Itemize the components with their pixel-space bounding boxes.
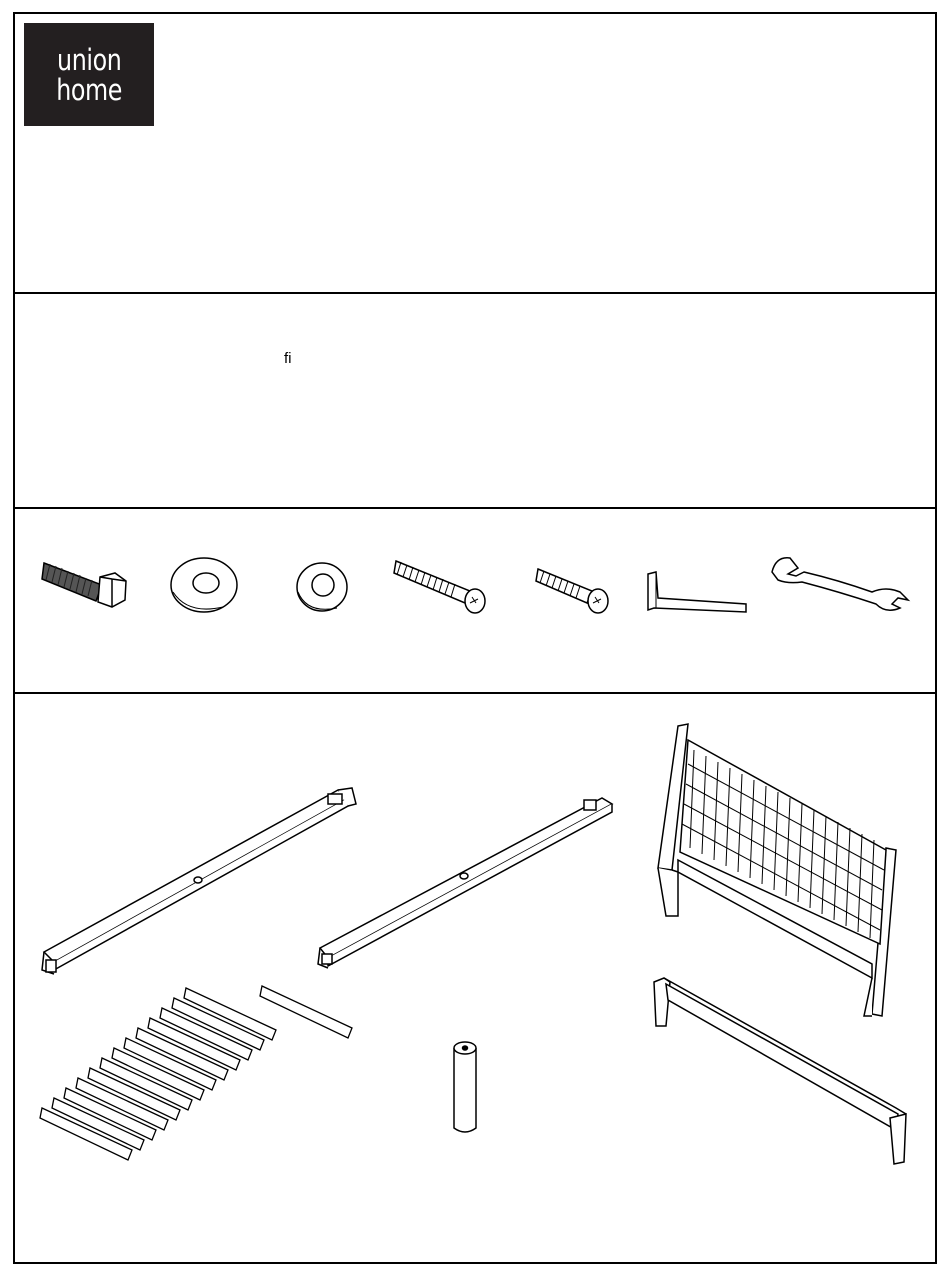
stray-glyph: ﬁ — [284, 350, 292, 367]
wrench-icon — [768, 550, 910, 616]
hex-bolt-icon — [40, 555, 132, 620]
allen-bolt-icon — [392, 555, 492, 615]
section-divider — [13, 692, 937, 694]
brand-logo — [24, 23, 154, 126]
leg-icon — [452, 1040, 478, 1136]
slats-icon — [40, 984, 354, 1168]
section-divider — [13, 507, 937, 509]
brand-line-2: home — [56, 72, 122, 107]
section-divider — [13, 292, 937, 294]
brand-line-1: union — [56, 42, 122, 77]
side-rail-icon — [314, 792, 616, 970]
footboard-icon — [650, 974, 910, 1170]
side-rail-icon — [38, 784, 360, 980]
washer-icon — [168, 555, 240, 615]
allen-key-icon — [644, 568, 752, 618]
allen-bolt-icon — [534, 565, 614, 615]
washer-icon — [295, 560, 349, 614]
